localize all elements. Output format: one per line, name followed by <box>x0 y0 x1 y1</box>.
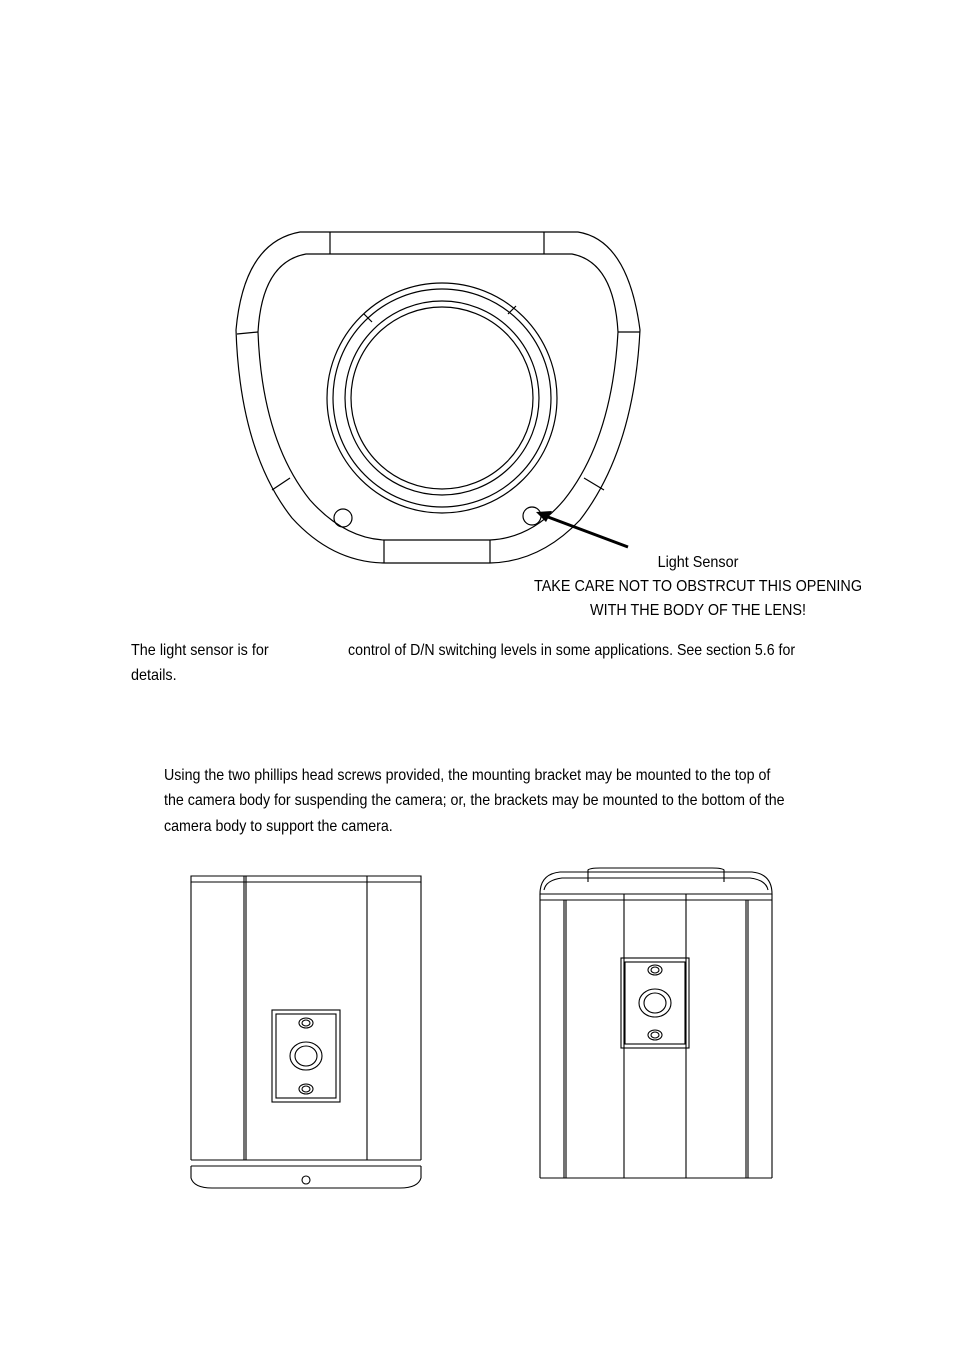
mounting-note-line-2: the camera body for suspending the camera; or, the brackets may be mounted to the bottom of the <box>164 792 785 809</box>
light-sensor-note-continued: control of D/N switching levels in some applications. See section 5.6 for <box>348 642 796 659</box>
warning-line-2: WITH THE BODY OF THE LENS! <box>589 602 807 619</box>
mounting-note-line-1: Using the two phillips head screws provided, the mounting bracket may be mounted to the top of <box>164 767 771 784</box>
light-sensor-note-end: details. <box>131 667 177 684</box>
warning-line-1: TAKE CARE NOT TO OBSTRCUT THIS OPENING <box>533 578 863 595</box>
mounting-note-line-3: camera body to support the camera. <box>164 818 393 835</box>
camera-side-views-drawing <box>0 860 954 1260</box>
camera-front-view-drawing <box>0 0 954 600</box>
light-sensor-label: Light Sensor <box>657 554 739 571</box>
light-sensor-note-start: The light sensor is for <box>131 642 269 659</box>
